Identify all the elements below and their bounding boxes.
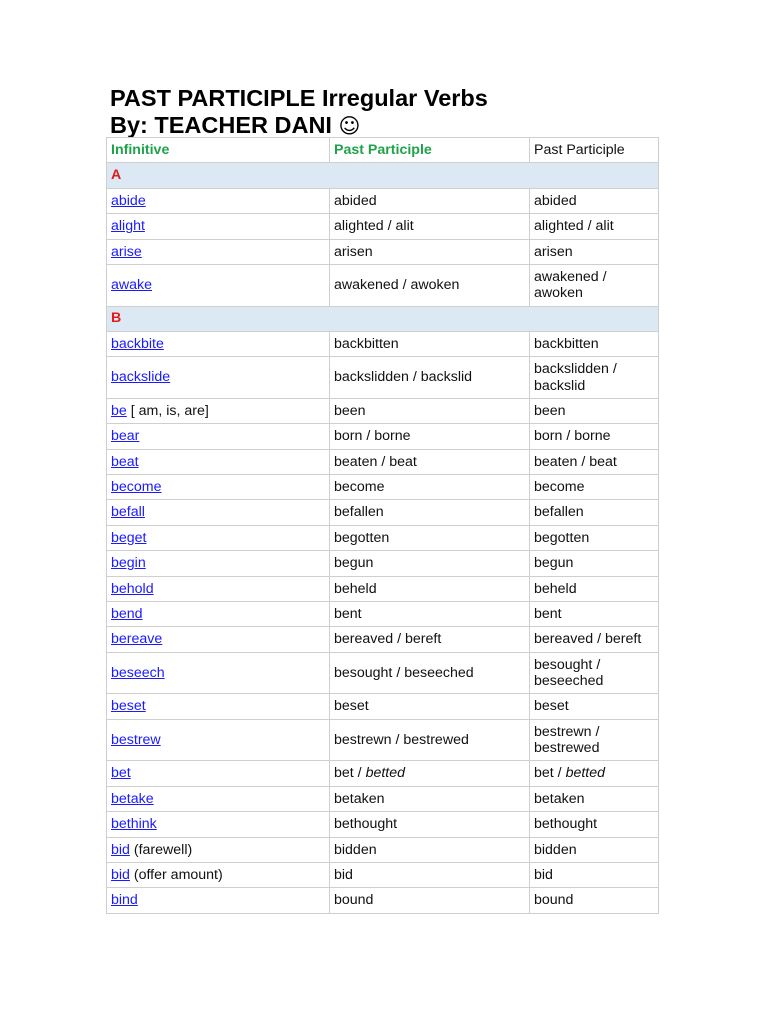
- pp2-line-1: bestrewn /: [534, 723, 600, 740]
- table-row: [107, 475, 659, 500]
- infinitive-cell: [107, 449, 330, 474]
- table-row: [107, 500, 659, 525]
- table-row: [107, 761, 659, 786]
- infinitive-cell: [107, 652, 330, 694]
- table-header-row: [107, 138, 659, 163]
- past-participle-cell-2: beaten / beat: [530, 449, 659, 474]
- infinitive-cell: [107, 602, 330, 627]
- past-participle-cell: become: [330, 475, 530, 500]
- verb-note: [ am, is, are]: [126, 402, 209, 419]
- infinitive-cell: [107, 475, 330, 500]
- past-participle-cell-2: backbitten: [530, 331, 659, 356]
- table-row: [107, 398, 659, 423]
- verb-link[interactable]: betake: [111, 790, 154, 807]
- infinitive-cell: [107, 424, 330, 449]
- infinitive-cell: [107, 239, 330, 264]
- past-participle-cell-2: bent: [530, 602, 659, 627]
- past-participle-cell-2: [530, 652, 659, 694]
- past-participle-cell-2: been: [530, 398, 659, 423]
- verb-link[interactable]: become: [111, 479, 162, 496]
- infinitive-cell: [107, 576, 330, 601]
- table-row: [107, 525, 659, 550]
- past-participle-cell: beheld: [330, 576, 530, 601]
- infinitive-cell: [107, 551, 330, 576]
- verb-link[interactable]: bear: [111, 428, 140, 445]
- infinitive-cell: [107, 500, 330, 525]
- verb-link[interactable]: bend: [111, 605, 143, 622]
- table-row: [107, 449, 659, 474]
- verb-link[interactable]: befall: [111, 504, 145, 521]
- header-past-participle: Past Participle: [330, 138, 530, 163]
- infinitive-cell: [107, 862, 330, 887]
- pp2-line-2: bestrewed: [534, 740, 600, 757]
- verb-link[interactable]: alight: [111, 218, 145, 235]
- past-participle-cell: bidden: [330, 837, 530, 862]
- past-participle-cell: beaten / beat: [330, 449, 530, 474]
- past-participle-cell: born / borne: [330, 424, 530, 449]
- past-participle-cell: awakened / awoken: [330, 264, 530, 306]
- infinitive-cell: [107, 888, 330, 913]
- infinitive-cell: [107, 719, 330, 761]
- past-participle-cell: abided: [330, 188, 530, 213]
- past-participle-cell-2: bereaved / bereft: [530, 627, 659, 652]
- table-row: [107, 357, 659, 399]
- verb-link[interactable]: backslide: [111, 369, 171, 386]
- pp2-line-2: beseeched: [534, 673, 604, 690]
- verb-link[interactable]: bid: [111, 866, 130, 883]
- pp2-line-1: backslidden /: [534, 361, 617, 378]
- table-row: [107, 424, 659, 449]
- past-participle-cell-2: born / borne: [530, 424, 659, 449]
- verb-link[interactable]: begin: [111, 555, 146, 572]
- infinitive-cell: [107, 331, 330, 356]
- infinitive-cell: [107, 627, 330, 652]
- past-participle-cell: begun: [330, 551, 530, 576]
- infinitive-cell: [107, 837, 330, 862]
- past-participle-cell-2: [530, 264, 659, 306]
- title-line-1: PAST PARTICIPLE Irregular Verbs: [110, 85, 488, 111]
- pp1-italic: betted: [365, 765, 406, 782]
- table-row: [107, 264, 659, 306]
- past-participle-cell: [330, 761, 530, 786]
- past-participle-cell: begotten: [330, 525, 530, 550]
- verb-link[interactable]: bethink: [111, 816, 157, 833]
- past-participle-cell: besought / beseeched: [330, 652, 530, 694]
- verb-link[interactable]: bind: [111, 892, 138, 909]
- past-participle-cell-2: arisen: [530, 239, 659, 264]
- past-participle-cell: backbitten: [330, 331, 530, 356]
- infinitive-cell: [107, 357, 330, 399]
- past-participle-cell: alighted / alit: [330, 214, 530, 239]
- table-row: [107, 812, 659, 837]
- verb-table: [106, 137, 659, 914]
- past-participle-cell: backslidden / backslid: [330, 357, 530, 399]
- past-participle-cell: bethought: [330, 812, 530, 837]
- past-participle-cell-2: abided: [530, 188, 659, 213]
- page-title: [110, 85, 488, 140]
- pp2-plain: bet /: [534, 765, 566, 782]
- verb-link[interactable]: bid: [111, 841, 130, 858]
- past-participle-cell-2: bound: [530, 888, 659, 913]
- verb-link[interactable]: awake: [111, 277, 153, 293]
- past-participle-cell: bestrewn / bestrewed: [330, 719, 530, 761]
- header-past-participle-2: Past Participle: [530, 138, 659, 163]
- table-row: [107, 652, 659, 694]
- verb-note: (farewell): [129, 841, 193, 858]
- pp2-italic: betted: [565, 765, 606, 782]
- letter-a: A: [107, 163, 659, 188]
- letter-row-a: [107, 163, 659, 188]
- table-row: [107, 602, 659, 627]
- table-row: [107, 694, 659, 719]
- past-participle-cell-2: [530, 719, 659, 761]
- past-participle-cell-2: befallen: [530, 500, 659, 525]
- verb-link[interactable]: be: [111, 402, 127, 419]
- verb-link[interactable]: beseech: [111, 664, 165, 681]
- table-row: [107, 837, 659, 862]
- past-participle-cell-2: become: [530, 475, 659, 500]
- verb-link[interactable]: arise: [111, 243, 142, 260]
- past-participle-cell-2: bid: [530, 862, 659, 887]
- past-participle-cell-2: begun: [530, 551, 659, 576]
- pp2-line-2: backslid: [534, 377, 586, 394]
- table-row: [107, 331, 659, 356]
- past-participle-cell-2: bethought: [530, 812, 659, 837]
- infinitive-cell: [107, 214, 330, 239]
- table-row: [107, 786, 659, 811]
- verb-link[interactable]: abide: [111, 192, 146, 209]
- past-participle-cell: bound: [330, 888, 530, 913]
- table-row: [107, 719, 659, 761]
- letter-row-b: [107, 306, 659, 331]
- past-participle-cell-2: [530, 761, 659, 786]
- past-participle-cell: bereaved / bereft: [330, 627, 530, 652]
- letter-b: B: [107, 306, 659, 331]
- past-participle-cell-2: begotten: [530, 525, 659, 550]
- verb-link[interactable]: bereave: [111, 631, 163, 648]
- verb-note: (offer amount): [129, 866, 223, 883]
- pp2-line-1: besought /: [534, 656, 601, 673]
- infinitive-cell: [107, 398, 330, 423]
- pp1-plain: bet /: [334, 765, 366, 782]
- past-participle-cell: been: [330, 398, 530, 423]
- verb-link[interactable]: bet: [111, 765, 131, 782]
- past-participle-cell-2: betaken: [530, 786, 659, 811]
- table-row: [107, 239, 659, 264]
- verb-link[interactable]: beget: [111, 529, 147, 546]
- infinitive-cell: [107, 264, 330, 306]
- past-participle-cell: arisen: [330, 239, 530, 264]
- infinitive-cell: [107, 812, 330, 837]
- past-participle-cell: betaken: [330, 786, 530, 811]
- pp2-line-2: awoken: [534, 285, 583, 302]
- title-line-2: By: TEACHER DANI: [110, 112, 332, 138]
- table-row: [107, 214, 659, 239]
- infinitive-cell: [107, 188, 330, 213]
- past-participle-cell-2: beheld: [530, 576, 659, 601]
- past-participle-cell: beset: [330, 694, 530, 719]
- table-row: [107, 576, 659, 601]
- header-infinitive: Infinitive: [107, 138, 330, 163]
- verb-link[interactable]: backbite: [111, 335, 164, 352]
- table-row: [107, 188, 659, 213]
- table-row: [107, 627, 659, 652]
- table-row: [107, 551, 659, 576]
- verb-link[interactable]: beset: [111, 698, 146, 715]
- infinitive-cell: [107, 761, 330, 786]
- past-participle-cell-2: beset: [530, 694, 659, 719]
- table-row: [107, 862, 659, 887]
- past-participle-cell: bid: [330, 862, 530, 887]
- verb-link[interactable]: beat: [111, 453, 139, 470]
- infinitive-cell: [107, 525, 330, 550]
- verb-link[interactable]: bestrew: [111, 731, 161, 748]
- infinitive-cell: [107, 694, 330, 719]
- verb-link[interactable]: behold: [111, 580, 154, 597]
- past-participle-cell-2: [530, 357, 659, 399]
- past-participle-cell-2: alighted / alit: [530, 214, 659, 239]
- table-row: [107, 888, 659, 913]
- past-participle-cell-2: bidden: [530, 837, 659, 862]
- infinitive-cell: [107, 786, 330, 811]
- smiley-icon: ☺: [338, 114, 361, 138]
- pp2-line-1: awakened /: [534, 268, 607, 285]
- past-participle-cell: bent: [330, 602, 530, 627]
- past-participle-cell: befallen: [330, 500, 530, 525]
